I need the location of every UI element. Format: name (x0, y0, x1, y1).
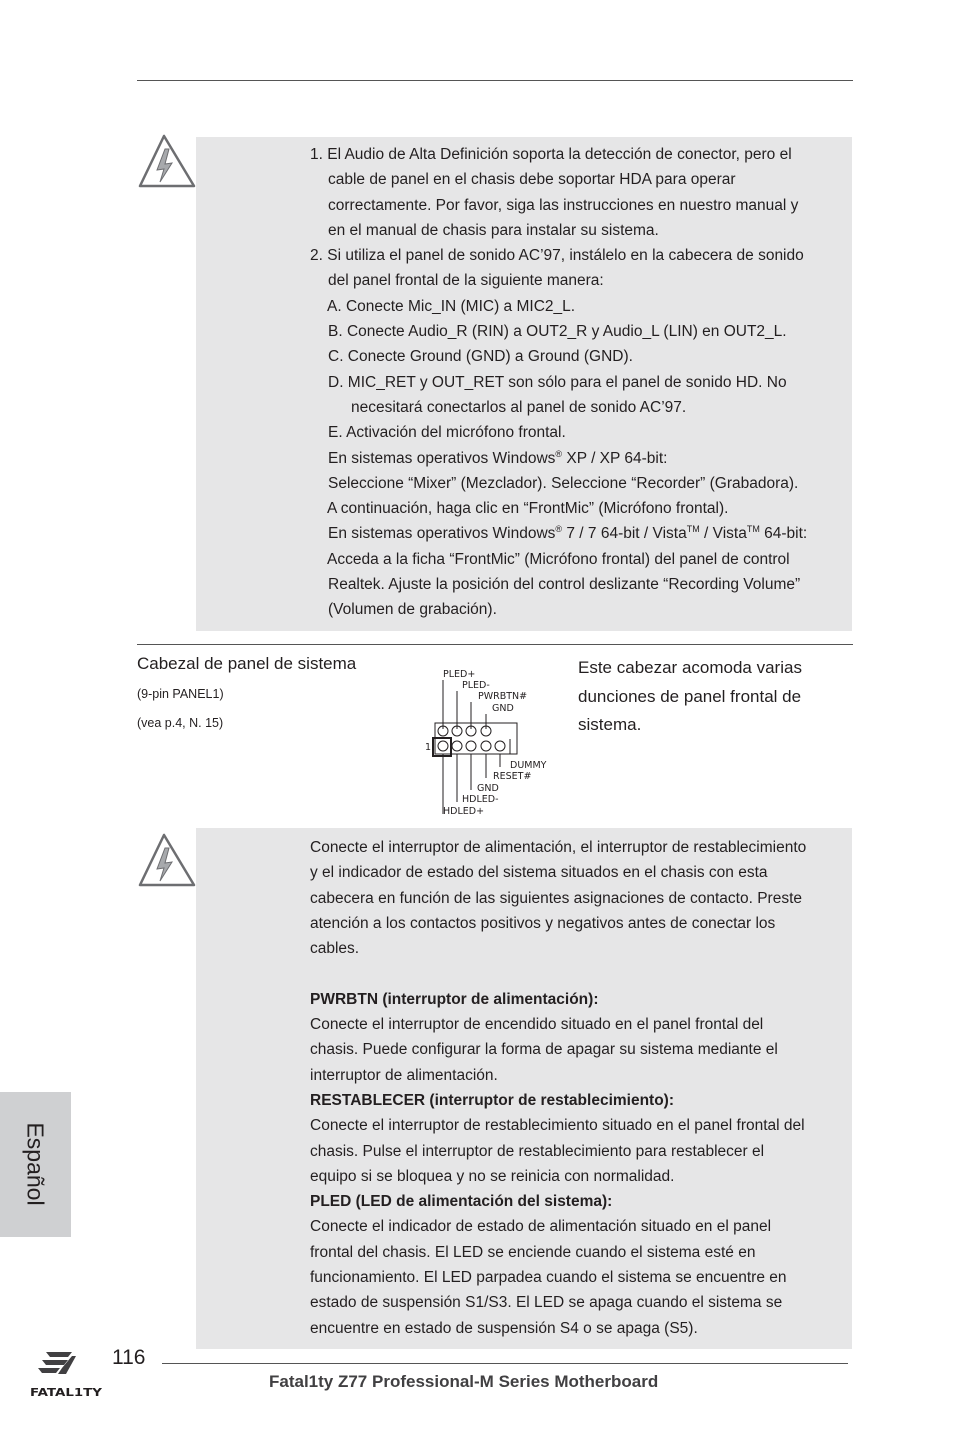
note1-line: D. MIC_RET y OUT_RET son sólo para el panel de sonido HD. No (328, 373, 787, 391)
note1-line: 2. Si utiliza el panel de sonido AC’97, instálelo en la cabecera de sonido (310, 247, 804, 265)
note2-line: Conecte el interruptor de restablecimiento situado en el panel frontal del (310, 1117, 805, 1135)
note2-line: y el indicador de estado del sistema situados en el chasis con esta (310, 864, 768, 882)
note2-line: chasis. Puede configurar la forma de apagar su sistema mediante el (310, 1041, 778, 1059)
note2-line: encuentre en estado de suspensión S4 o se apaga (S5). (310, 1319, 698, 1337)
note1-line: A continuación, haga clic en “FrontMic” (Micrófono frontal). (327, 500, 729, 518)
note2-line: Conecte el indicador de estado de alimentación situado en el panel (310, 1218, 772, 1236)
panel-header-diagram (420, 664, 560, 820)
pin-label-pled-plus: PLED+ (443, 669, 476, 680)
note2-line: funcionamiento. El LED parpadea cuando el sistema se encuentre en (310, 1269, 787, 1287)
note1-text (310, 142, 807, 623)
pin-label-gnd-bottom: GND (477, 783, 499, 794)
note1-line: B. Conecte Audio_R (RIN) a OUT2_R y Audio_L (LIN) en OUT2_L. (328, 323, 787, 341)
note1-line: (Volumen de grabación). (328, 601, 497, 619)
note1-line: E. Activación del micrófono frontal. (328, 424, 566, 442)
reset-title: RESTABLECER (interruptor de restablecimiento): (310, 1091, 675, 1109)
language-tab (0, 1092, 71, 1237)
pled-title: PLED (LED de alimentación del sistema): (310, 1193, 613, 1211)
note1-line: en el manual de chasis para instalar su sistema. (328, 221, 659, 239)
note1-line: del panel frontal de la siguiente manera: (328, 272, 604, 290)
note1-line: En sistemas operativos Windows® XP / XP 64-bit: (328, 448, 668, 467)
note2-line: cabecera en función de las siguientes asignaciones de contacto. Preste (310, 889, 803, 907)
pwrbtn-title: PWRBTN (interruptor de alimentación): (310, 990, 599, 1008)
note2-line: cables. (310, 940, 360, 958)
page-number: 116 (112, 1346, 146, 1369)
footer-rule (162, 1363, 848, 1364)
note2-line: equipo si se bloquea y no se reinicia con normalidad. (310, 1167, 675, 1185)
note1-line: necesitará conectarlos al panel de sonido AC’97. (351, 398, 687, 416)
description-line: Este cabezar acomoda varias (578, 658, 802, 677)
description-line: sistema. (578, 715, 642, 734)
blank-line (310, 961, 806, 986)
pin-label-pwrbtn: PWRBTN# (478, 691, 528, 702)
language-tab-label: Español (22, 1122, 49, 1206)
section-title: Cabezal de panel de sistema (137, 654, 357, 673)
top-rule (137, 80, 853, 81)
note1-line: C. Conecte Ground (GND) a Ground (GND). (328, 348, 633, 366)
pin-label-gnd-top: GND (492, 703, 514, 714)
warning-icon (136, 132, 198, 188)
pwrbtn-heading (310, 987, 806, 1012)
fatal1ty-logo (28, 1348, 106, 1404)
section-ref: (vea p.4, N. 15) (137, 716, 224, 730)
note2-text (310, 835, 806, 1341)
section-rule (137, 644, 853, 645)
pled-heading (310, 1189, 806, 1214)
note1-line: correctamente. Por favor, siga las instrucciones en nuestro manual y (328, 196, 799, 214)
section-description (578, 654, 802, 740)
pin-label-hdled-plus: HDLED+ (443, 806, 485, 817)
pin-label-reset: RESET# (493, 771, 532, 782)
note2-line: interruptor de alimentación. (310, 1066, 498, 1084)
note2-line: estado de suspensión S1/S3. El LED se apaga cuando el sistema se (310, 1294, 783, 1312)
reset-heading (310, 1088, 806, 1113)
description-line: dunciones de panel frontal de (578, 686, 802, 706)
note1-line: Acceda a la ficha “FrontMic” (Micrófono frontal) del panel de control (327, 550, 790, 568)
note1-line: En sistemas operativos Windows® 7 / 7 64-bit / Vista™ / Vista™ 64-bit: (328, 524, 808, 543)
footer-title: Fatal1ty Z77 Professional-M Series Motherboard (269, 1372, 659, 1391)
note1-line: 1. El Audio de Alta Definición soporta la detección de conector, pero el (310, 146, 792, 163)
note2-line: Conecte el interruptor de alimentación, el interruptor de restablecimiento (310, 839, 807, 856)
logo-text: FATAL1TY (30, 1387, 103, 1399)
note1-line: A. Conecte Mic_IN (MIC) a MIC2_L. (327, 297, 576, 315)
note2-line: atención a los contactos positivos y negativos antes de conectar los (310, 914, 776, 932)
note2-line: Conecte el interruptor de encendido situado en el panel frontal del (310, 1016, 764, 1034)
note1-line: Realtek. Ajuste la posición del control deslizante “Recording Volume” (328, 576, 801, 594)
note2-line: frontal del chasis. El LED se enciende cuando el sistema esté en (310, 1243, 756, 1261)
pin-one-label: 1 (425, 742, 432, 753)
warning-icon (136, 831, 198, 887)
note1-line: cable de panel en el chasis debe soportar HDA para operar (328, 171, 736, 189)
note2-line: chasis. Pulse el interruptor de restablecimiento para restablecer el (310, 1142, 765, 1160)
note1-line: Seleccione “Mixer” (Mezclador). Seleccione “Recorder” (Grabadora). (328, 474, 799, 492)
pin-label-dummy: DUMMY (510, 760, 547, 771)
pin-label-pled-minus: PLED- (462, 680, 490, 691)
section-pin: (9-pin PANEL1) (137, 687, 224, 701)
pin-label-hdled-minus: HDLED- (462, 794, 499, 805)
